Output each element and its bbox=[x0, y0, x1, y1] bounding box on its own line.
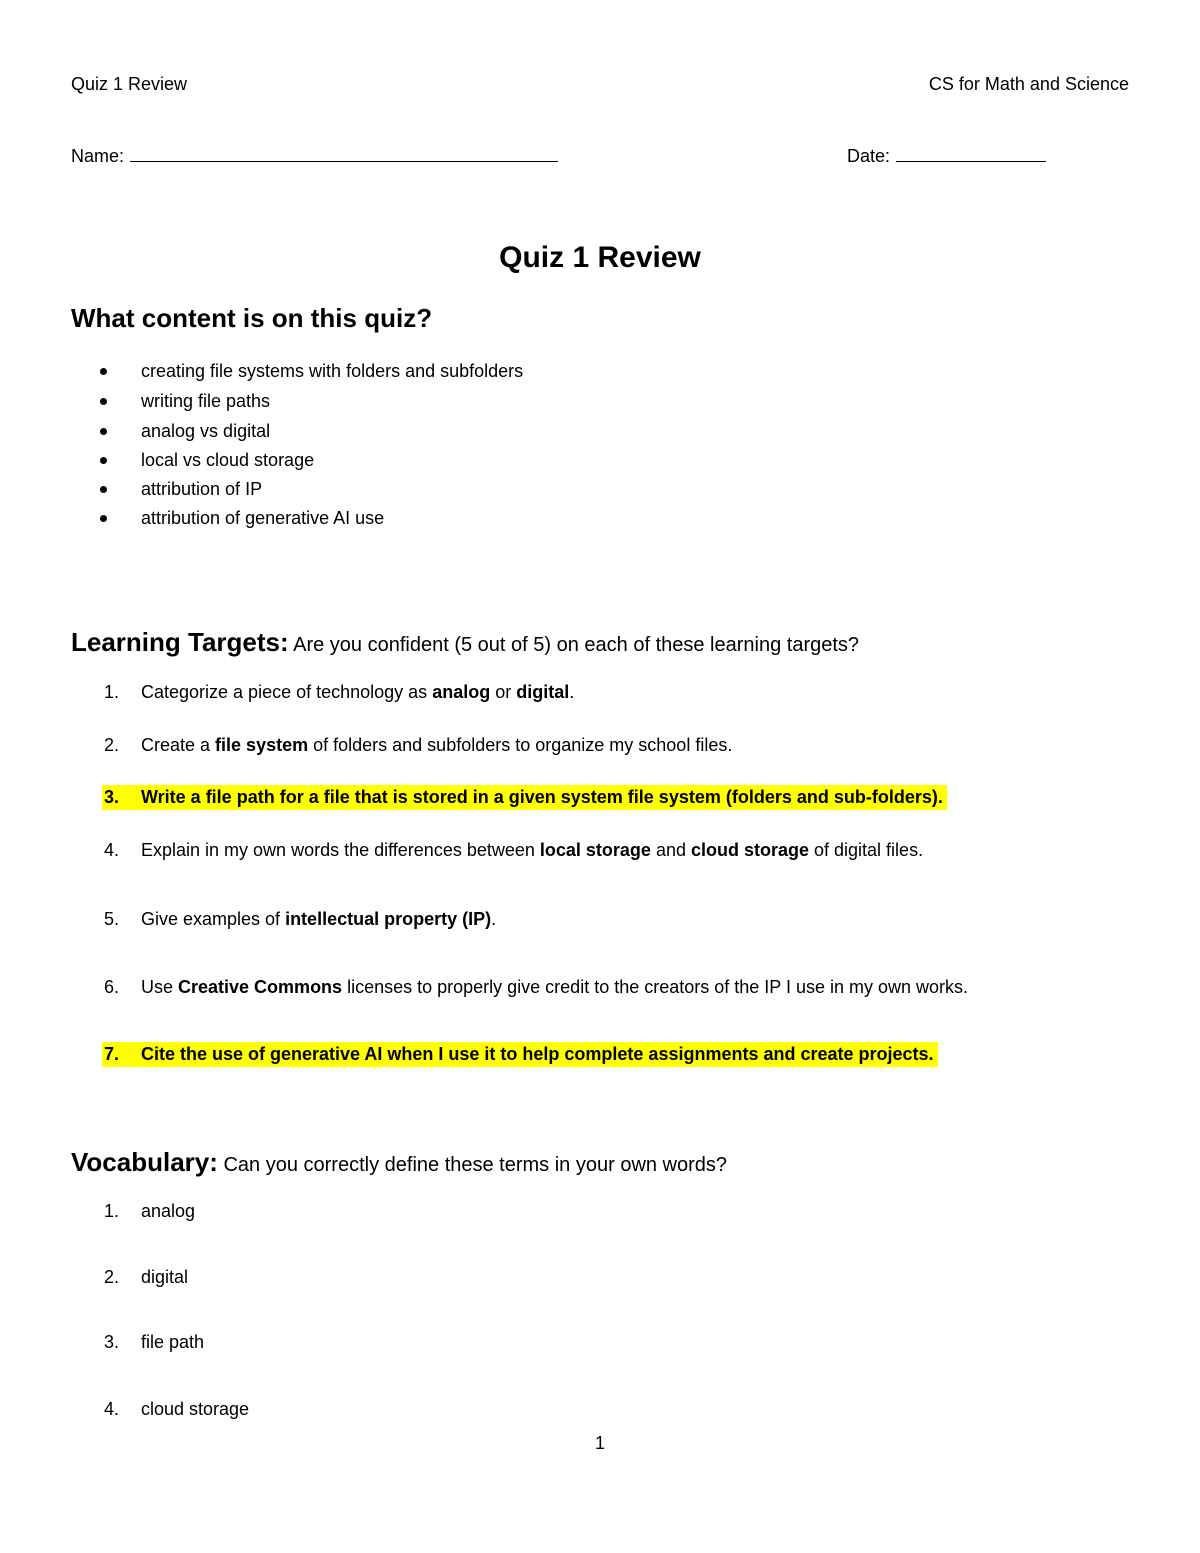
learning-target-number: 2. bbox=[104, 735, 120, 755]
date-blank-line[interactable] bbox=[896, 143, 1046, 162]
learning-target-text: . bbox=[491, 909, 497, 929]
learning-targets-label: Learning Targets: bbox=[71, 627, 289, 657]
learning-target-key-term: cloud storage bbox=[690, 840, 810, 860]
learning-target-item bbox=[102, 785, 947, 810]
list-item-text: attribution of IP bbox=[141, 479, 263, 499]
learning-target-item bbox=[104, 735, 732, 756]
learning-target-text: or bbox=[490, 682, 517, 702]
vocabulary-term: digital bbox=[141, 1267, 189, 1287]
learning-target-text: of digital files. bbox=[809, 840, 924, 860]
learning-target-text: of folders and subfolders to organize my school files. bbox=[308, 735, 733, 755]
date-label: Date: bbox=[847, 146, 891, 166]
list-item-text: local vs cloud storage bbox=[141, 450, 315, 470]
name-label: Name: bbox=[71, 146, 125, 166]
header-right: CS for Math and Science bbox=[928, 74, 1129, 94]
learning-target-text: Cite the use of generative AI when I use it to help complete assignments and create projects. bbox=[141, 1044, 934, 1064]
learning-targets-prompt: Are you confident (5 out of 5) on each of these learning targets? bbox=[293, 634, 860, 656]
learning-target-number: 6. bbox=[104, 977, 120, 997]
learning-target-item bbox=[104, 682, 574, 703]
date-field[interactable] bbox=[847, 143, 1046, 167]
learning-target-number: 4. bbox=[104, 840, 120, 860]
bullet-icon bbox=[100, 428, 107, 435]
learning-target-number: 7. bbox=[104, 1044, 120, 1064]
page-title: Quiz 1 Review bbox=[499, 241, 701, 274]
learning-target-text: licenses to properly give credit to the creators of the IP I use in my own works. bbox=[342, 977, 969, 997]
vocabulary-prompt: Can you correctly define these terms in your own words? bbox=[223, 1154, 728, 1176]
learning-target-text: Use bbox=[141, 977, 179, 997]
learning-target-item bbox=[104, 909, 496, 930]
bullet-icon bbox=[100, 515, 107, 522]
vocabulary-number: 4. bbox=[104, 1399, 120, 1419]
list-item-text: attribution of generative AI use bbox=[141, 508, 385, 528]
learning-target-number: 5. bbox=[104, 909, 120, 929]
learning-target-item bbox=[102, 1042, 938, 1067]
list-item-text: writing file paths bbox=[141, 391, 271, 411]
learning-target-key-term: intellectual property (IP) bbox=[285, 909, 492, 929]
learning-target-text: Create a bbox=[141, 735, 216, 755]
content-heading: What content is on this quiz? bbox=[71, 303, 433, 333]
bullet-icon bbox=[100, 457, 107, 464]
vocabulary-item bbox=[104, 1332, 204, 1353]
list-item-text: creating file systems with folders and subfolders bbox=[141, 361, 524, 381]
name-blank-line[interactable] bbox=[130, 143, 558, 162]
bullet-icon bbox=[100, 486, 107, 493]
learning-target-text: and bbox=[650, 840, 691, 860]
vocabulary-item bbox=[104, 1201, 195, 1222]
page-number: 1 bbox=[594, 1433, 605, 1453]
vocabulary-term: file path bbox=[141, 1332, 205, 1352]
vocabulary-label: Vocabulary: bbox=[71, 1147, 218, 1177]
vocabulary-item bbox=[104, 1267, 188, 1288]
learning-target-key-term: local storage bbox=[539, 840, 651, 860]
learning-targets-heading bbox=[71, 627, 859, 658]
learning-target-text: Give examples of bbox=[141, 909, 286, 929]
learning-target-key-term: digital bbox=[516, 682, 570, 702]
vocabulary-heading bbox=[71, 1147, 727, 1178]
vocabulary-term: analog bbox=[141, 1201, 196, 1221]
learning-target-text: Explain in my own words the differences between bbox=[141, 840, 540, 860]
vocabulary-number: 1. bbox=[104, 1201, 120, 1221]
learning-target-number: 1. bbox=[104, 682, 120, 702]
vocabulary-number: 3. bbox=[104, 1332, 120, 1352]
learning-target-text: Categorize a piece of technology as bbox=[141, 682, 433, 702]
learning-target-text: Write a bbox=[141, 787, 206, 807]
vocabulary-term: cloud storage bbox=[141, 1399, 250, 1419]
header-left: Quiz 1 Review bbox=[71, 74, 188, 94]
name-field[interactable] bbox=[71, 143, 558, 167]
bullet-icon bbox=[100, 398, 107, 405]
learning-target-item bbox=[104, 840, 923, 861]
list-item-text: analog vs digital bbox=[141, 421, 271, 441]
vocabulary-number: 2. bbox=[104, 1267, 120, 1287]
learning-target-text: . bbox=[569, 682, 575, 702]
vocabulary-item bbox=[104, 1399, 249, 1420]
learning-target-number: 3. bbox=[104, 787, 120, 807]
learning-target-key-term: analog bbox=[432, 682, 491, 702]
learning-target-key-term: Creative Commons bbox=[178, 977, 343, 997]
learning-target-key-term: file path bbox=[205, 787, 275, 807]
learning-target-key-term: file system bbox=[215, 735, 309, 755]
learning-target-item bbox=[104, 977, 968, 998]
bullet-icon bbox=[100, 368, 107, 375]
learning-target-text: for a file that is stored in a given system file system (folders and sub-folders). bbox=[274, 787, 943, 807]
